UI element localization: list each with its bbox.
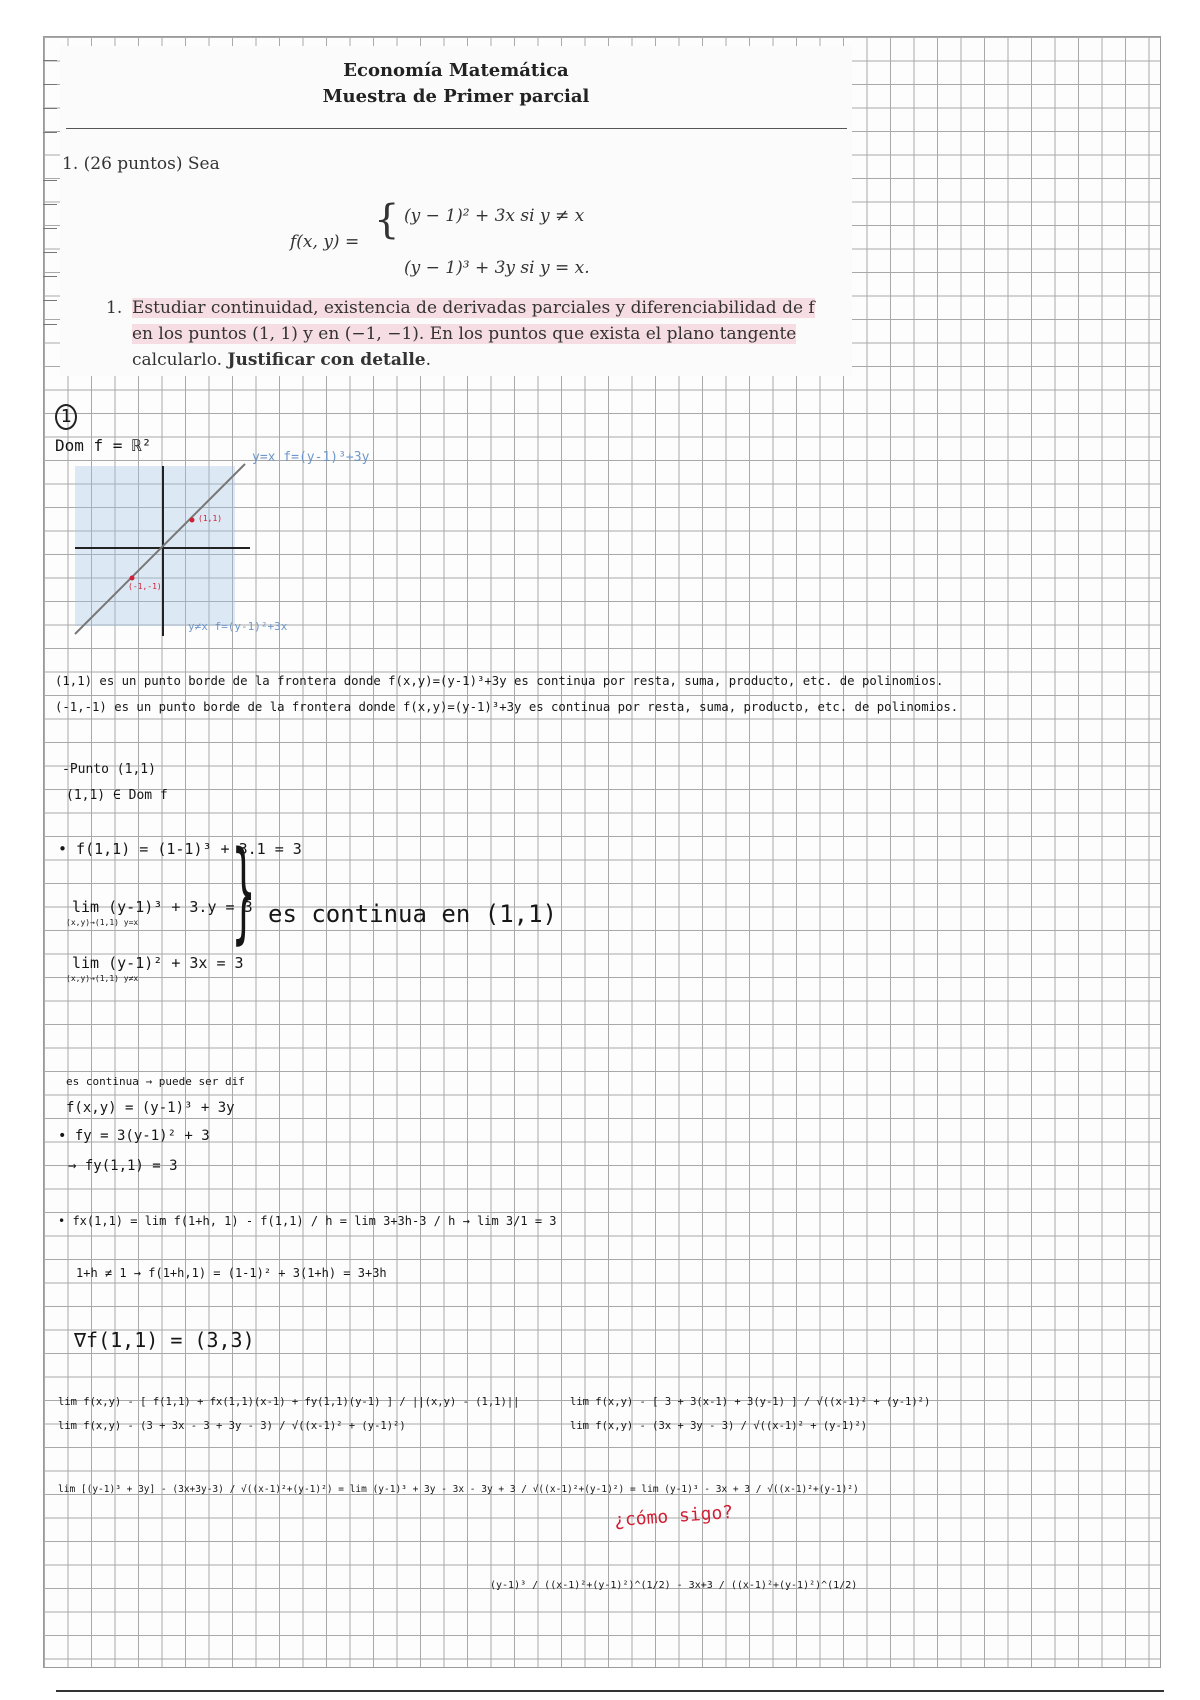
split-expression: (y-1)³ / ((x-1)²+(y-1)²)^(1/2) - 3x+3 / ((x-1)²+(y-1)²)^(1/2) (490, 1580, 858, 1591)
item-number: 1. (106, 298, 123, 318)
case-1: (y − 1)² + 3x si y ≠ x (404, 206, 585, 226)
diff-limit-5: lim [(y-1)³ + 3y] - (3x+3y-3) / √((x-1)²+(y-1)²) = lim (y-1)³ + 3y - 3x - 3y + 3 / √((x-1)²+(y-1)²) = lim (y-1)³ - 3x + 3 / √((x-1)²+(y-1)²) (58, 1484, 859, 1495)
diff-limit-1: lim f(x,y) - [ f(1,1) + fx(1,1)(x-1) + fy(1,1)(y-1) ] / ||(x,y) - (1,1)|| (58, 1396, 520, 1408)
printed-exam-block (60, 46, 852, 376)
question-note: ¿cómo sigo? (613, 1501, 734, 1532)
item-line-3-bold: Justificar con detalle (227, 350, 426, 370)
item-line-1: Estudiar continuidad, existencia de derivadas parciales y diferenciabilidad de f (132, 298, 815, 318)
shaded-domain (75, 466, 235, 626)
continuity-conclusion: es continua en (1,1) (268, 900, 557, 928)
title-divider (66, 128, 847, 129)
graph-label-bottom: y≠x f=(y-1)²+3x (188, 620, 288, 633)
fy-derivative: • fy = 3(y-1)² + 3 (58, 1128, 210, 1144)
point-neg1-neg1 (130, 576, 135, 581)
limit-sub-1: (x,y)→(1,1) y=x (66, 918, 139, 927)
margin-tick (43, 132, 57, 133)
exam-title: Economía Matemática (343, 60, 569, 81)
limit-sub-2: (x,y)→(1,1) y≠x (66, 974, 139, 983)
graph-label-top: y=x f=(y-1)³+3y (252, 450, 370, 465)
margin-tick (43, 324, 57, 325)
margin-tick (43, 276, 57, 277)
frontier-note-1: (1,1) es un punto borde de la frontera donde f(x,y)=(y-1)³+3y es continua por resta, suma, producto, etc. de polinomios. (55, 674, 944, 688)
domain-note: Dom f = ℝ² (55, 436, 152, 455)
f-value-note: • f(1,1) = (1-1)³ + 3.1 = 3 (58, 840, 302, 858)
item-line-2: en los puntos (1, 1) y en (−1, −1). En los puntos que exista el plano tangente (132, 324, 797, 344)
gradient-note: ∇f(1,1) = (3,3) (74, 1328, 255, 1352)
limit-line-2: lim (y-1)² + 3x = 3 (72, 954, 244, 972)
graph-point-label: (-1,-1) (128, 582, 162, 591)
diff-limit-4: lim f(x,y) - (3x + 3y - 3) / √((x-1)² + (y-1)²) (570, 1420, 868, 1432)
right-brace-icon: } (232, 827, 256, 955)
margin-tick (43, 204, 57, 205)
item-line-3: calcularlo. (132, 350, 228, 370)
in-domain-note: (1,1) ∈ Dom f (66, 788, 168, 803)
fy-value: → fy(1,1) = 3 (68, 1158, 178, 1174)
point-1-1 (190, 518, 195, 523)
f-restriction: f(x,y) = (y-1)³ + 3y (66, 1100, 235, 1116)
fx-derivative: • fx(1,1) = lim f(1+h, 1) - f(1,1) / h = lim 3+3h-3 / h → lim 3/1 = 3 (58, 1214, 557, 1228)
margin-tick (43, 180, 57, 181)
fx-note: 1+h ≠ 1 → f(1+h,1) = (1-1)² + 3(1+h) = 3+3h (76, 1266, 387, 1280)
margin-tick (43, 300, 57, 301)
margin-tick (43, 84, 57, 85)
margin-tick (43, 60, 57, 61)
item-line-3-end: . (425, 350, 432, 370)
circled-number: 1 (55, 404, 77, 430)
bottom-rule (56, 1690, 1164, 1692)
frontier-note-2: (-1,-1) es un punto borde de la frontera donde f(x,y)=(y-1)³+3y es continua por resta, suma, producto, etc. de polinomios. (55, 700, 959, 714)
graph-point-label: (1,1) (198, 514, 223, 523)
point-heading: -Punto (1,1) (62, 762, 156, 777)
margin-tick (43, 228, 57, 229)
domain-sketch (60, 446, 360, 646)
margin-tick (43, 108, 57, 109)
function-lhs: f(x, y) = (290, 232, 360, 252)
brace-icon: { (374, 197, 400, 243)
problem-heading: 1. (26 puntos) Sea (62, 154, 220, 174)
exam-subtitle: Muestra de Primer parcial (322, 86, 590, 107)
limit-line-1: lim (y-1)³ + 3.y = 3 (72, 898, 253, 916)
margin-tick (43, 252, 57, 253)
diff-limit-2: lim f(x,y) - [ 3 + 3(x-1) + 3(y-1) ] / √((x-1)² + (y-1)²) (570, 1396, 931, 1408)
diff-limit-3: lim f(x,y) - (3 + 3x - 3 + 3y - 3) / √((x-1)² + (y-1)²) (58, 1420, 406, 1432)
case-2: (y − 1)³ + 3y si y = x. (404, 258, 590, 278)
differentiable-note: es continua → puede ser dif (66, 1075, 245, 1088)
